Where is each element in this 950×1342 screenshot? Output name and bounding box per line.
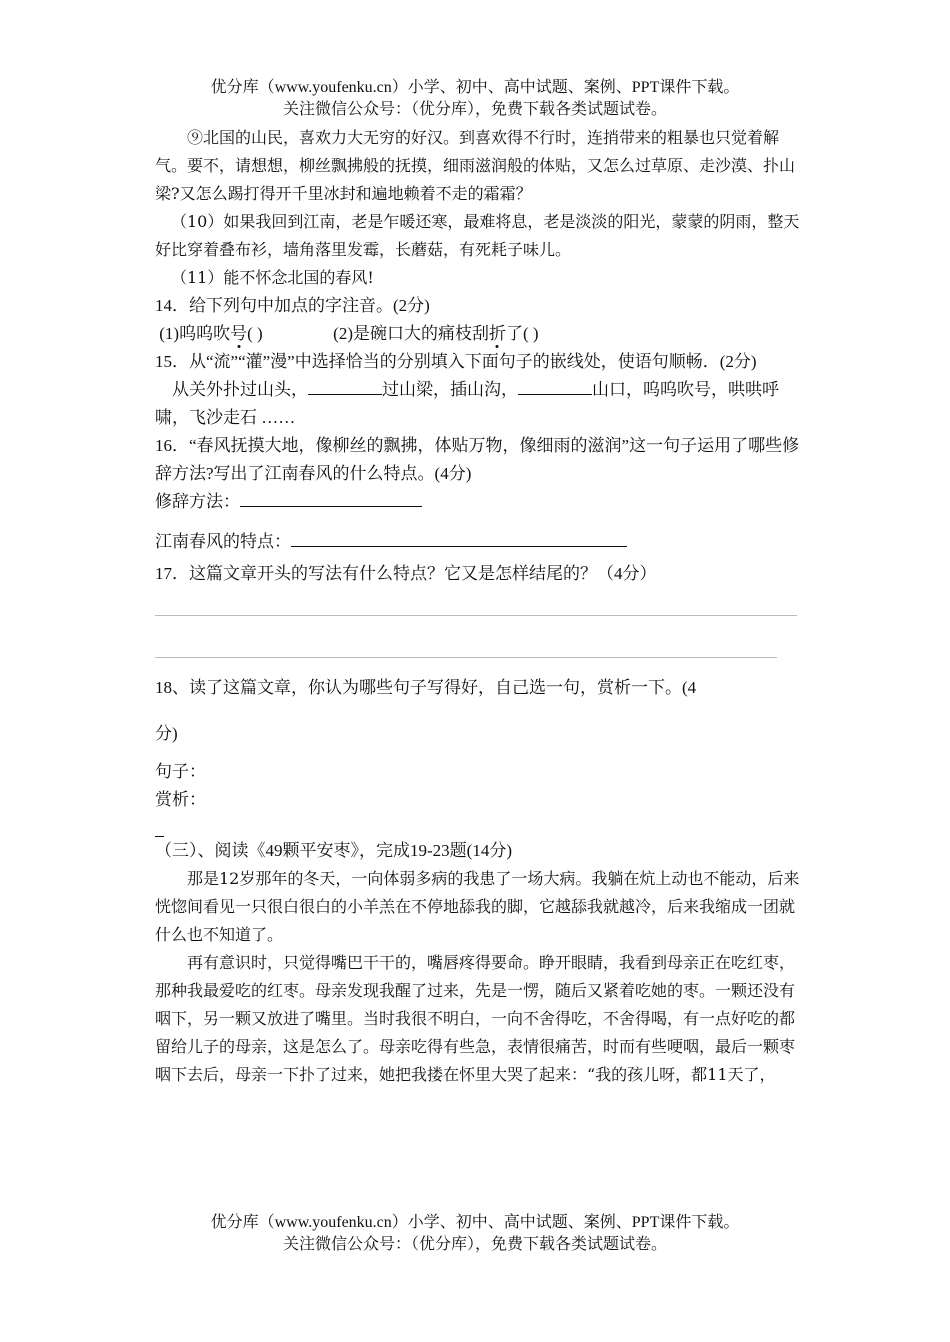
q14-item2-dotted-char: 折 — [488, 324, 506, 343]
footer-line-2: 关注微信公众号：（优分库），免费下载各类试题试卷。 — [282, 1236, 667, 1253]
page-header — [0, 77, 950, 121]
q15-blank-1[interactable] — [308, 376, 382, 395]
section-3-paragraph-2: 再有意识时，只觉得嘴巴干干的，嘴唇疼得要命。睁开眼睛，我看到母亲正在吃红枣，那种我最爱吃的红枣。母亲发现我醒了过来，先是一愣，随后又紧着吃她的枣。一颗还没有咽下，另一颗又放进了嘴里。当时我很不明白，一向不舍得吃，不舍得喝，有一点好吃的都留给儿子的母亲，这是怎么了。母亲吃得有些急，表情很痛苦，时而有些哽咽，最后一颗枣咽下去后，母亲一下扑了过来，她把我搂在怀里大哭了起来：“我的孩儿呀，都11天了， — [155, 953, 796, 1084]
question-14-items — [155, 320, 800, 348]
q16-rhetoric-row — [155, 488, 800, 516]
q18-analysis-label: 赏析： — [155, 790, 206, 809]
q14-item2-answer-blank[interactable]: 了( ) — [505, 324, 539, 343]
q14-item1-pre: (1)呜呜吹 — [159, 324, 231, 343]
q16-feature-label: 江南春风的特点： — [155, 532, 291, 551]
q14-item1-answer-blank[interactable]: ( ) — [247, 324, 263, 343]
question-15-sentence: 从关外扑过山头， 过山梁，插山沟， 山口，呜呜吹号，哄哄呼啸，飞沙走石 …… — [155, 376, 800, 432]
q16-feature-row — [155, 528, 800, 556]
question-18-title: 18、读了这篇文章，你认为哪些句子写得好，自己选一句，赏析一下。(4 — [155, 678, 697, 697]
footer-line-1: 优分库（www.youfenku.cn）小学、初中、高中试题、案例、PPT课件下载。 — [210, 1214, 740, 1231]
q14-item2-pre: (2)是碗口大的痛枝刮 — [333, 324, 489, 343]
question-14-title: 14．给下列句中加点的字注音。(2分) — [155, 296, 430, 315]
passage-paragraph-10: （10）如果我回到江南，老是乍暖还寒，最难将息，老是淡淡的阳光，蒙蒙的阴雨，整天好比穿着叠布衫，墙角落里发霉，长蘑菇，有死耗子味儿。 — [155, 212, 800, 259]
page-content — [155, 124, 800, 1089]
q16-rhetoric-label: 修辞方法： — [155, 492, 240, 511]
header-line-1: 优分库（www.youfenku.cn）小学、初中、高中试题、案例、PPT课件下载。 — [210, 79, 740, 96]
question-18-title-continued: 分) — [155, 724, 178, 743]
q15-blank-2[interactable] — [518, 376, 592, 395]
section-3-title: （三）、阅读《49颗平安枣》，完成19-23题(14分) — [155, 841, 512, 860]
question-17-title: 17．这篇文章开头的写法有什么特点？它又是怎样结尾的？（4分） — [155, 564, 657, 583]
q16-feature-answer-line[interactable] — [291, 528, 627, 547]
q18-sentence-label: 句子： — [155, 762, 206, 781]
header-line-2: 关注微信公众号：（优分库），免费下载各类试题试卷。 — [282, 101, 667, 118]
passage-paragraph-9: ⑨北国的山民，喜欢力大无穷的好汉。到喜欢得不行时，连捎带来的粗暴也只觉着解气。要不，请想想，柳丝飘拂般的抚摸，细雨滋润般的体贴，又怎么过草原、走沙漠、扑山梁?又怎么踢打得开千里冰封和遍地赖着不走的霜霜？ — [155, 128, 796, 203]
question-16-title: 16．“春风抚摸大地，像柳丝的飘拂，体贴万物，像细雨的滋润”这一句子运用了哪些修辞方法?写出了江南春风的什么特点。(4分) — [155, 436, 800, 483]
page-footer — [0, 1212, 950, 1256]
question-15-title: 15．从“流”“灌”漫”中选择恰当的分别填入下面句子的嵌线处，使语句顺畅．(2分) — [155, 352, 757, 371]
q14-item1-dotted-char: 号 — [230, 324, 248, 343]
q16-rhetoric-answer-line[interactable] — [240, 488, 422, 507]
passage-paragraph-11: （11）能不怀念北国的春风! — [171, 268, 374, 287]
section-3-paragraph-1: 那是12岁那年的冬天，一向体弱多病的我患了一场大病。我躺在炕上动也不能动，后来恍惚间看见一只很白很白的小羊羔在不停地舔我的脚，它越舔我就越冷，后来我缩成一团就什么也不知道了。 — [155, 869, 800, 944]
